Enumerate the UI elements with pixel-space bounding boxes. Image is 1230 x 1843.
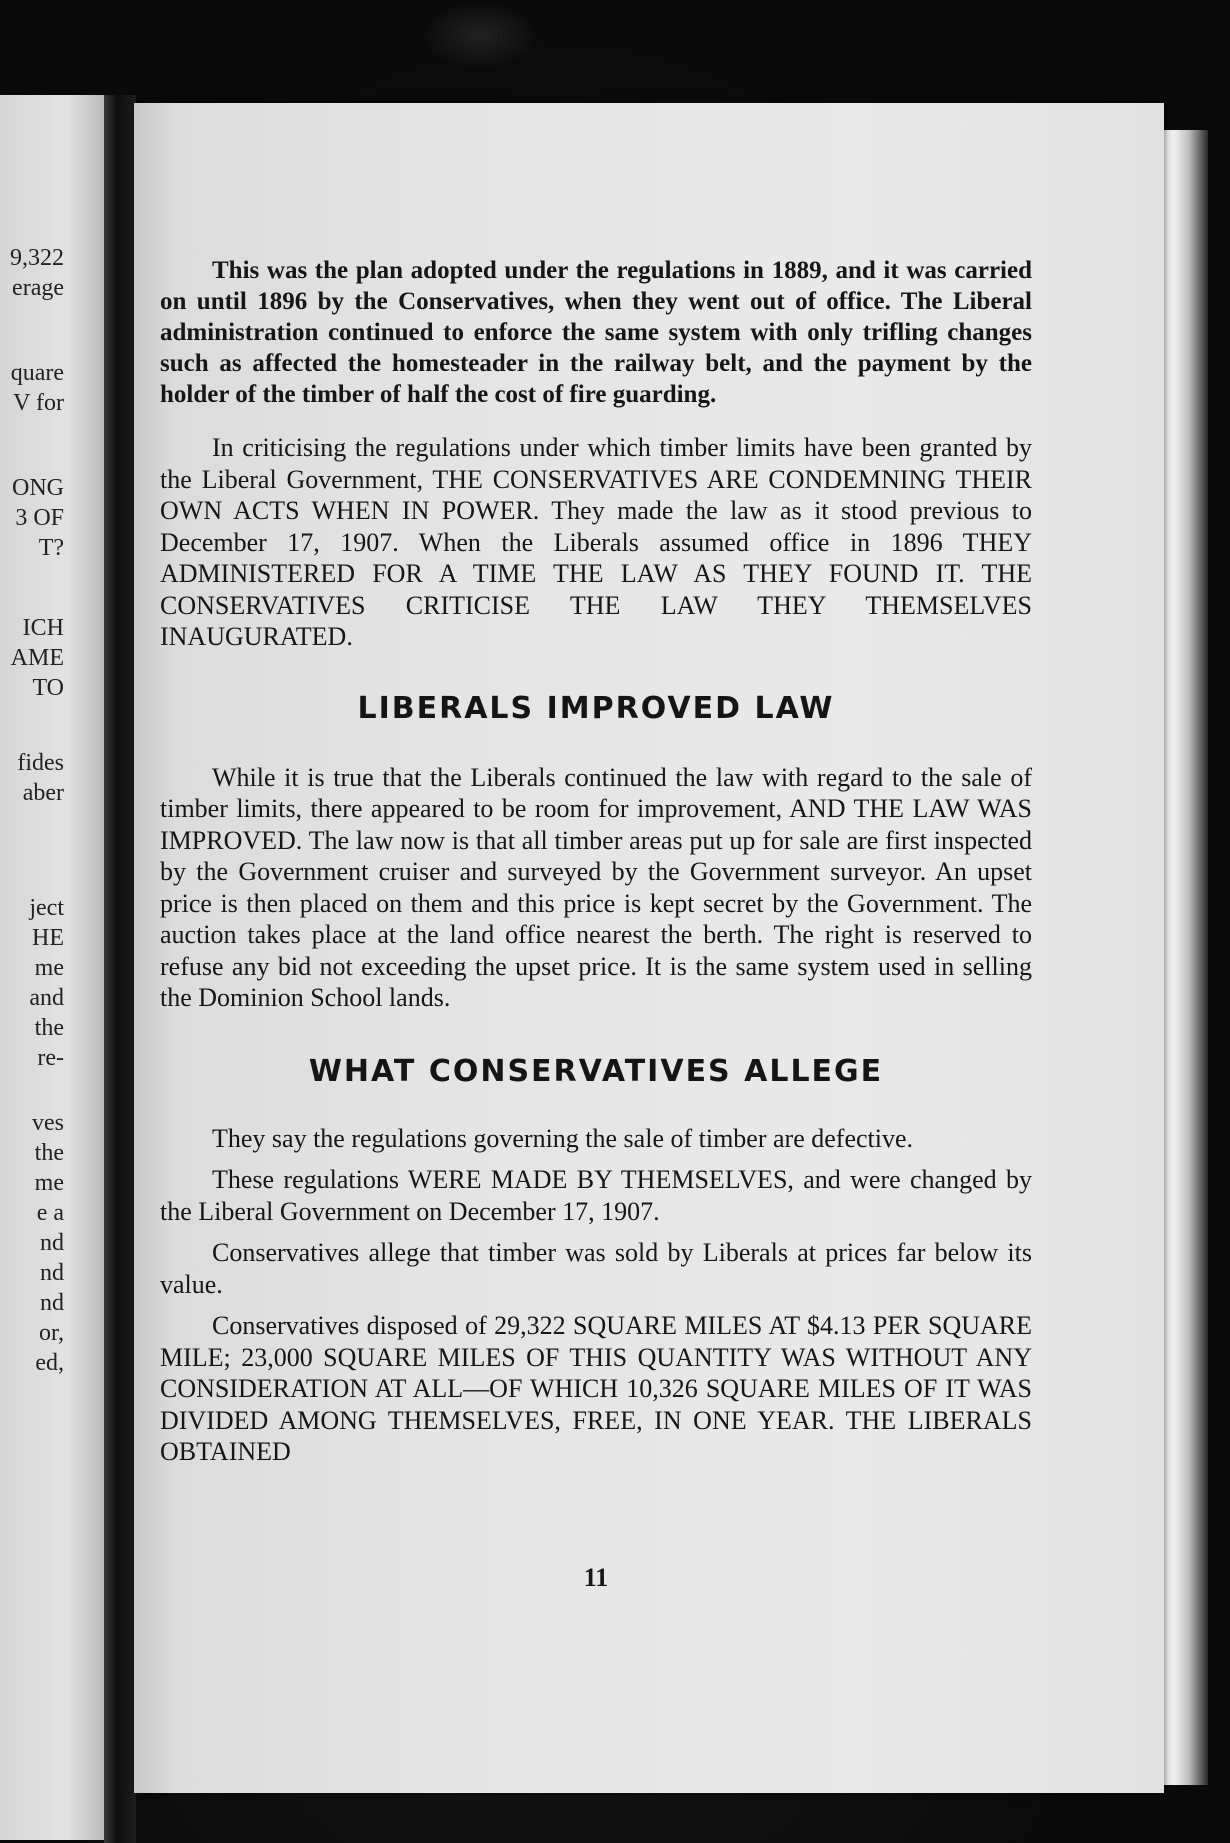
facing-page-fragment: the	[34, 1015, 64, 1041]
paragraph-plan-adopted: This was the plan adopted under the regulations in 1889, and it was carried on until 1896 by the Conservatives, when they went out of office. The Liberal administration continued to enforce the same system with only trifling changes such as affected the homesteader in the railway belt, and the payment by the holder of the timber of half the cost of fire guarding.	[160, 257, 1032, 408]
heading-liberals-improved-law: LIBERALS IMPROVED LAW	[357, 690, 835, 726]
paragraph-criticising: In criticising the regulations under which timber limits have been granted by the Liberal Government, THE CONSERVATIVES ARE CONDEMNING THEIR OWN ACTS WHEN IN POWER. They made the law as it stood previous to December 17, 1907. When the Liberals assumed office in 1896 THEY ADMINISTERED FOR A TIME THE LAW AS THEY FOUND IT. THE CONSERVATIVES CRITICISE THE LAW THEY THEMSELVES INAUGURATED.	[160, 433, 1032, 651]
facing-page-fragment: HE	[32, 925, 64, 951]
page-number: 11	[583, 1563, 609, 1592]
facing-page-fragment: V for	[13, 390, 64, 416]
paragraph-improved-law: While it is true that the Liberals continued the law with regard to the sale of timber limits, there appeared to be room for improvement, AND THE LAW WAS IMPROVED. The law now is that all timber areas put up for sale are first inspected by the Government cruiser and surveyed by the Government surveyor. An upset price is then placed on them and this price is kept secret by the Government. The auction takes place at the land office nearest the berth. The right is reserved to refuse any bid not exceeding the upset price. It is the same system used in selling the Dominion School lands.	[160, 762, 1032, 1012]
facing-page	[0, 95, 112, 1840]
facing-page-fragment: aber	[22, 780, 64, 806]
facing-page-fragment: me	[34, 1170, 64, 1196]
facing-page-fragment: quare	[10, 360, 64, 386]
paragraph-allege-2: These regulations WERE MADE BY THEMSELVES, and were changed by the Liberal Government on December 17, 1907.	[160, 1165, 1032, 1226]
facing-page-fragment: ONG	[12, 475, 64, 501]
facing-page-fragment: ves	[32, 1110, 64, 1136]
facing-page-fragment: fides	[17, 750, 64, 776]
page-edges	[1160, 130, 1208, 1785]
page-content	[160, 255, 1032, 1592]
heading-what-conservatives-allege: WHAT CONSERVATIVES ALLEGE	[308, 1053, 884, 1089]
paragraph-allege-1: They say the regulations governing the sale of timber are defective.	[212, 1123, 914, 1153]
facing-page-fragment: and	[29, 985, 64, 1011]
facing-page-fragment: me	[34, 955, 64, 981]
facing-page-fragment: nd	[40, 1260, 64, 1286]
facing-page-fragment: AME	[10, 645, 64, 671]
facing-page-fragment: nd	[40, 1290, 64, 1316]
facing-page-fragment: erage	[12, 275, 64, 301]
facing-page-fragment: e a	[36, 1200, 64, 1226]
facing-page-fragment: 9,322	[10, 245, 64, 271]
facing-page-fragment: TO	[32, 675, 64, 701]
book-gutter	[104, 95, 136, 1843]
facing-page-fragment: ject	[29, 895, 64, 921]
facing-page-fragment: the	[34, 1140, 64, 1166]
facing-page-fragment: ed,	[35, 1350, 64, 1376]
scan-shadow	[420, 0, 540, 70]
facing-page-fragment: or,	[38, 1320, 64, 1346]
paragraph-allege-4: Conservatives disposed of 29,322 SQUARE MILES AT $4.13 PER SQUARE MILE; 23,000 SQUARE MILES OF THIS QUANTITY WAS WITHOUT ANY CONSIDERATION AT ALL—OF WHICH 10,326 SQUARE MILES OF IT WAS DIVIDED AMONG THEMSELVES, FREE, IN ONE YEAR. THE LIBERALS OBTAINED	[160, 1311, 1032, 1466]
facing-page-fragment: ICH	[22, 615, 64, 641]
paragraph-allege-3: Conservatives allege that timber was sold by Liberals at prices far below its value.	[160, 1238, 1032, 1299]
facing-page-fragment: re-	[37, 1045, 64, 1071]
facing-page-fragment: 3 OF	[15, 505, 64, 531]
facing-page-fragment: nd	[40, 1230, 64, 1256]
facing-page-fragment: T?	[38, 535, 64, 561]
